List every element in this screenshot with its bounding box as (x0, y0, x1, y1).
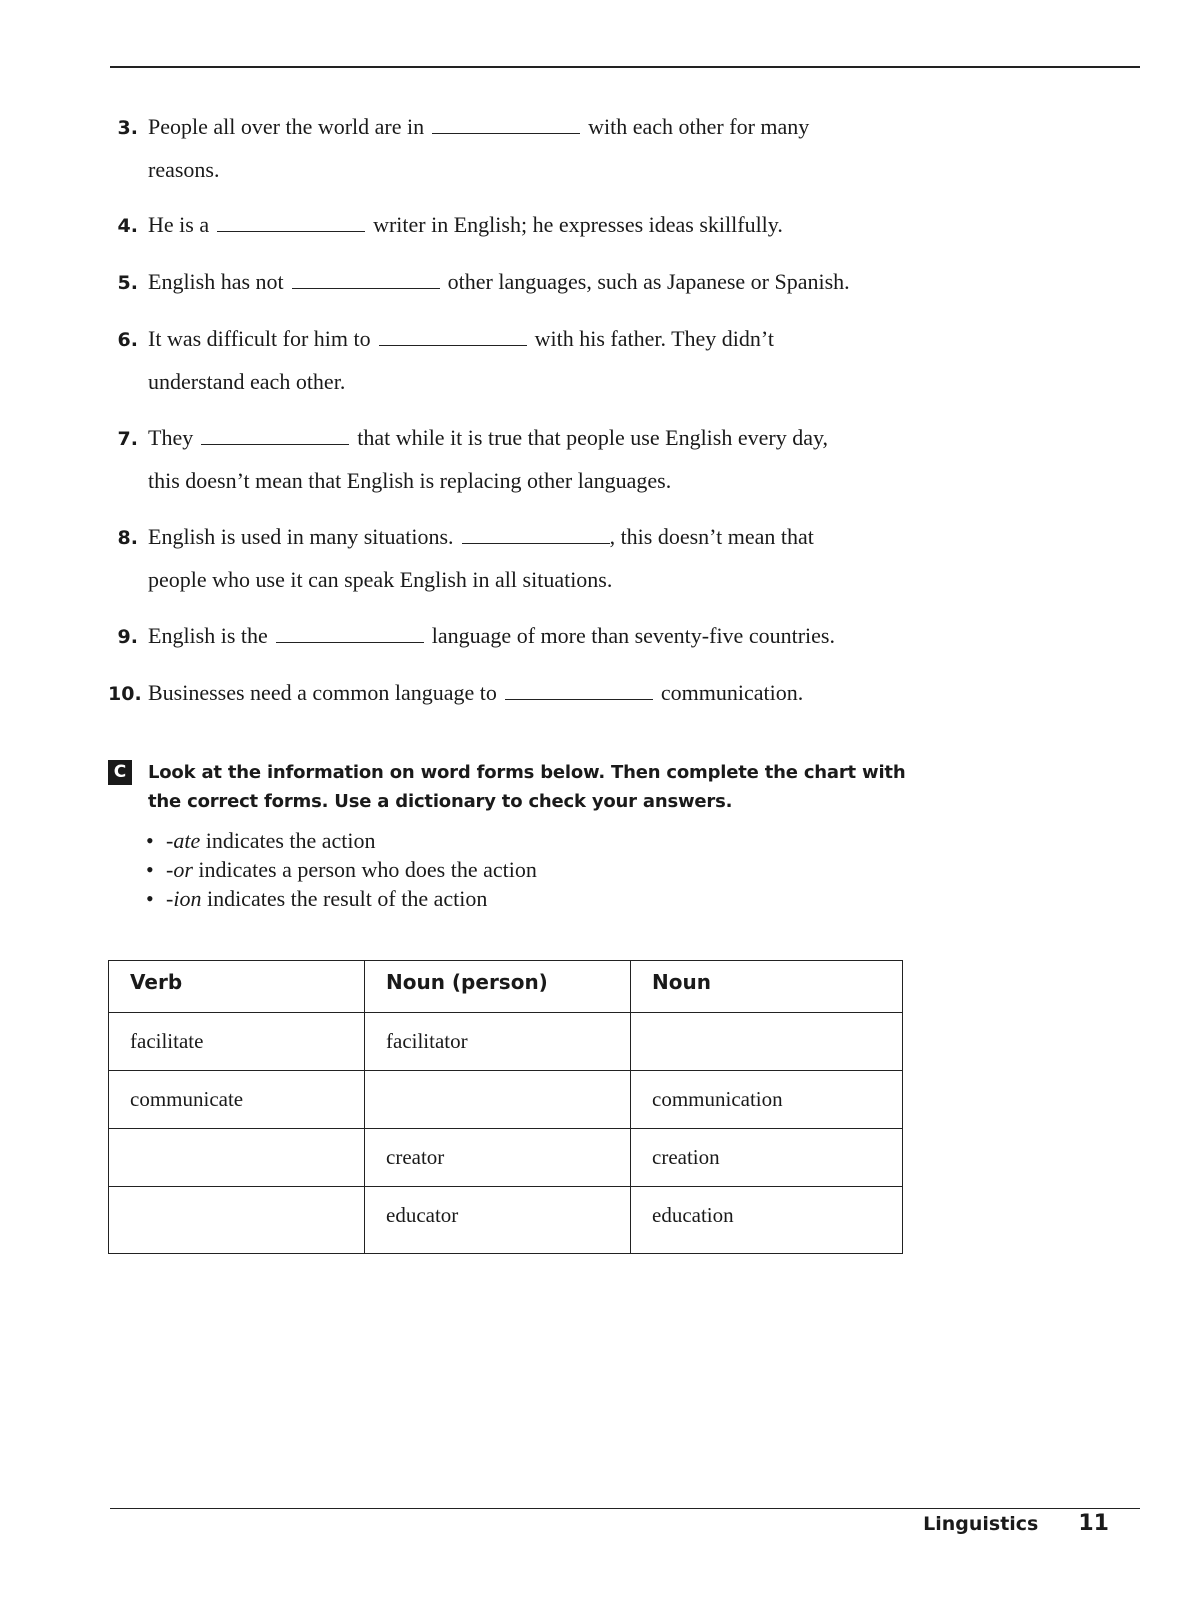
column-header-noun: Noun (631, 961, 903, 1013)
suffix: -or (166, 857, 193, 882)
item-text-continued: people who use it can speak English in all situations. (148, 567, 613, 592)
list-item (146, 855, 537, 884)
item-text-after: with his father. They didn’t (534, 326, 774, 351)
table-cell-blank[interactable] (109, 1187, 365, 1254)
table-cell: facilitator (365, 1013, 631, 1071)
table-row (109, 1013, 903, 1071)
item-text-after: that while it is true that people use English every day, (357, 425, 829, 450)
table-cell: educator (365, 1187, 631, 1254)
item-text-continued: this doesn’t mean that English is replacing other languages. (148, 468, 672, 493)
bullet-icon: • (146, 828, 154, 853)
table-cell-blank[interactable] (109, 1129, 365, 1187)
item-text-before: English is the (148, 623, 268, 648)
answer-blank[interactable] (201, 427, 349, 445)
item-text-before: English has not (148, 269, 284, 294)
item-text-continued: understand each other. (148, 369, 346, 394)
table-cell: facilitate (109, 1013, 365, 1071)
answer-blank[interactable] (276, 625, 424, 643)
table-header-row (109, 961, 903, 1013)
table-cell: communication (631, 1071, 903, 1129)
page-number: 11 (1078, 1511, 1109, 1536)
table-row (109, 1187, 903, 1254)
item-text-before: English is used in many situations. (148, 524, 454, 549)
section-badge: C (108, 760, 132, 785)
word-form-rules (146, 826, 537, 913)
item-text-after: writer in English; he expresses ideas skillfully. (373, 212, 783, 237)
column-header-verb: Verb (109, 961, 365, 1013)
top-rule (110, 66, 1140, 68)
bullet-icon: • (146, 886, 154, 911)
item-text-before: They (148, 425, 194, 450)
page-footer (923, 1511, 1109, 1541)
answer-blank[interactable] (505, 682, 653, 700)
item-text-after: with each other for many (588, 114, 810, 139)
table-row (109, 1129, 903, 1187)
answer-blank[interactable] (462, 526, 610, 544)
item-text-continued: reasons. (148, 157, 220, 182)
item-number: 4. (117, 215, 138, 237)
item-number: 8. (117, 527, 138, 549)
bottom-rule (110, 1508, 1140, 1509)
answer-blank[interactable] (292, 271, 440, 289)
answer-blank[interactable] (217, 214, 365, 232)
item-text-after: , this doesn’t mean that (609, 524, 814, 549)
answer-blank[interactable] (432, 116, 580, 134)
table-row (109, 1071, 903, 1129)
item-number: 6. (117, 329, 138, 351)
item-text-after: language of more than seventy-five countries. (431, 623, 835, 648)
rule-text: indicates a person who does the action (198, 857, 537, 882)
item-number: 10. (108, 683, 142, 705)
item-text-after: communication. (660, 680, 804, 705)
list-item (146, 826, 537, 855)
item-text-before: People all over the world are in (148, 114, 425, 139)
item-text-before: Businesses need a common language to (148, 680, 497, 705)
section-instruction: Look at the information on word forms below. Then complete the chart with the correct forms. Use a dictionary to check your answers. (148, 762, 906, 812)
table-cell-blank[interactable] (365, 1071, 631, 1129)
column-header-noun-person: Noun (person) (365, 961, 631, 1013)
item-number: 3. (117, 117, 138, 139)
item-text-after: other languages, such as Japanese or Spanish. (447, 269, 850, 294)
footer-section-title: Linguistics (923, 1513, 1039, 1535)
word-form-chart (108, 960, 903, 1254)
item-number: 9. (117, 626, 138, 648)
list-item (146, 884, 537, 913)
table-cell: communicate (109, 1071, 365, 1129)
rule-text: indicates the result of the action (206, 886, 488, 911)
item-number: 5. (117, 272, 138, 294)
suffix: -ate (166, 828, 201, 853)
item-text-before: It was difficult for him to (148, 326, 371, 351)
item-text-before: He is a (148, 212, 210, 237)
table-cell-blank[interactable] (631, 1013, 903, 1071)
table-cell: education (631, 1187, 903, 1254)
rule-text: indicates the action (205, 828, 376, 853)
bullet-icon: • (146, 857, 154, 882)
answer-blank[interactable] (379, 328, 527, 346)
item-number: 7. (117, 428, 138, 450)
suffix: -ion (166, 886, 202, 911)
table-cell: creator (365, 1129, 631, 1187)
table-cell: creation (631, 1129, 903, 1187)
